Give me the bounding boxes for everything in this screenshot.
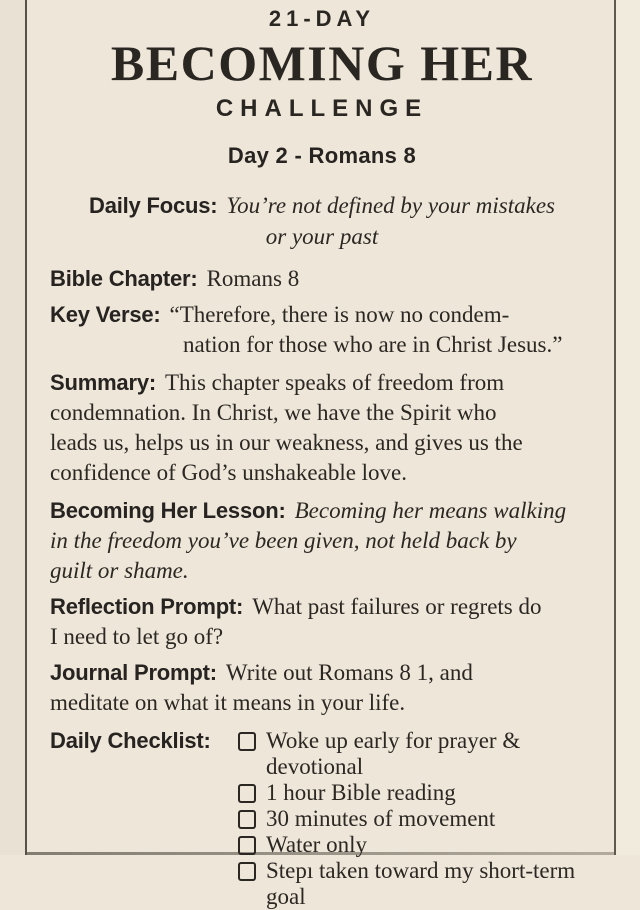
- subtitle-text: CHALLENGE: [215, 95, 429, 122]
- daily-focus-line2: or your past: [265, 224, 379, 249]
- reflection-text1: What past failures or regrets do: [252, 594, 542, 619]
- daily-focus-text: You’re not defined by your mistakes: [226, 193, 555, 218]
- key-verse-line2: nation for those who are in Christ Jesus.”: [183, 332, 563, 357]
- checklist-items: [238, 728, 594, 910]
- section-bible-chapter: [50, 264, 594, 294]
- checklist-item-label: 1 hour Bible reading: [266, 780, 456, 805]
- summary-line4: confidence of God’s unshakeable love.: [50, 460, 408, 485]
- summary-line2: condemnation. In Christ, we have the Spirit who: [50, 400, 497, 425]
- bible-chapter-value: Romans 8: [206, 266, 300, 291]
- key-verse-text1: “Therefore, there is now no condem-: [169, 302, 510, 327]
- kicker-text: 21-DAY: [268, 6, 376, 31]
- lesson-line2: in the freedom you’ve been given, not held back by: [50, 528, 517, 553]
- checklist-item-label: 30 minutes of movement: [266, 806, 496, 831]
- checklist-item: [238, 728, 594, 780]
- checkbox-icon: [238, 836, 256, 855]
- section-checklist: [50, 728, 594, 910]
- section-key-verse: [50, 300, 594, 360]
- lesson-text1: Becoming her means walking: [294, 498, 567, 523]
- daily-focus-label: Daily Focus:: [89, 193, 218, 218]
- reflection-line2: I need to let go of?: [50, 624, 224, 649]
- journal-label: Journal Prompt:: [50, 660, 217, 685]
- bible-chapter-label: Bible Chapter:: [50, 266, 198, 291]
- reflection-label: Reflection Prompt:: [50, 594, 244, 619]
- section-summary: [50, 368, 594, 488]
- daily-focus-line1: [50, 190, 594, 221]
- checklist-item: [238, 832, 594, 858]
- section-journal: [50, 658, 594, 718]
- section-daily-focus: [50, 190, 594, 252]
- lesson-line1: [50, 496, 594, 526]
- checkbox-icon: [238, 732, 256, 751]
- key-verse-label: Key Verse:: [50, 302, 161, 327]
- section-reflection: [50, 592, 594, 652]
- journal-line2: meditate on what it means in your life.: [50, 690, 406, 715]
- key-verse-line1: [50, 300, 594, 330]
- checklist-item: [238, 780, 594, 806]
- reflection-line1: [50, 592, 594, 622]
- checklist-item-label: Stepı taken toward my short-term goal: [266, 858, 576, 909]
- journal-line1: [50, 658, 594, 688]
- checklist-item-label: Water only: [266, 832, 367, 857]
- day-heading: Day 2 - Romans 8: [227, 143, 417, 168]
- bible-chapter-line: [50, 264, 594, 294]
- section-lesson: [50, 496, 594, 586]
- journal-text1: Write out Romans 8 1, and: [225, 660, 473, 685]
- checklist-item: [238, 858, 594, 910]
- checkbox-icon: [238, 810, 256, 829]
- checklist-label-cell: [50, 728, 238, 754]
- checklist-item-label: Woke up early for prayer & devotional: [266, 728, 521, 779]
- checkbox-icon: [238, 784, 256, 803]
- lesson-label: Becoming Her Lesson:: [50, 498, 286, 523]
- lesson-line3: guilt or shame.: [50, 558, 189, 583]
- checkbox-icon: [238, 862, 256, 881]
- summary-label: Summary:: [50, 370, 156, 395]
- page-title: BECOMING HER: [110, 35, 534, 91]
- checklist-label: Daily Checklist:: [50, 728, 211, 753]
- checklist-item: [238, 806, 594, 832]
- summary-line3: leads us, helps us in our weakness, and gives us the: [50, 430, 523, 455]
- summary-line1: [50, 368, 594, 398]
- summary-text1: This chapter speaks of freedom from: [165, 370, 505, 395]
